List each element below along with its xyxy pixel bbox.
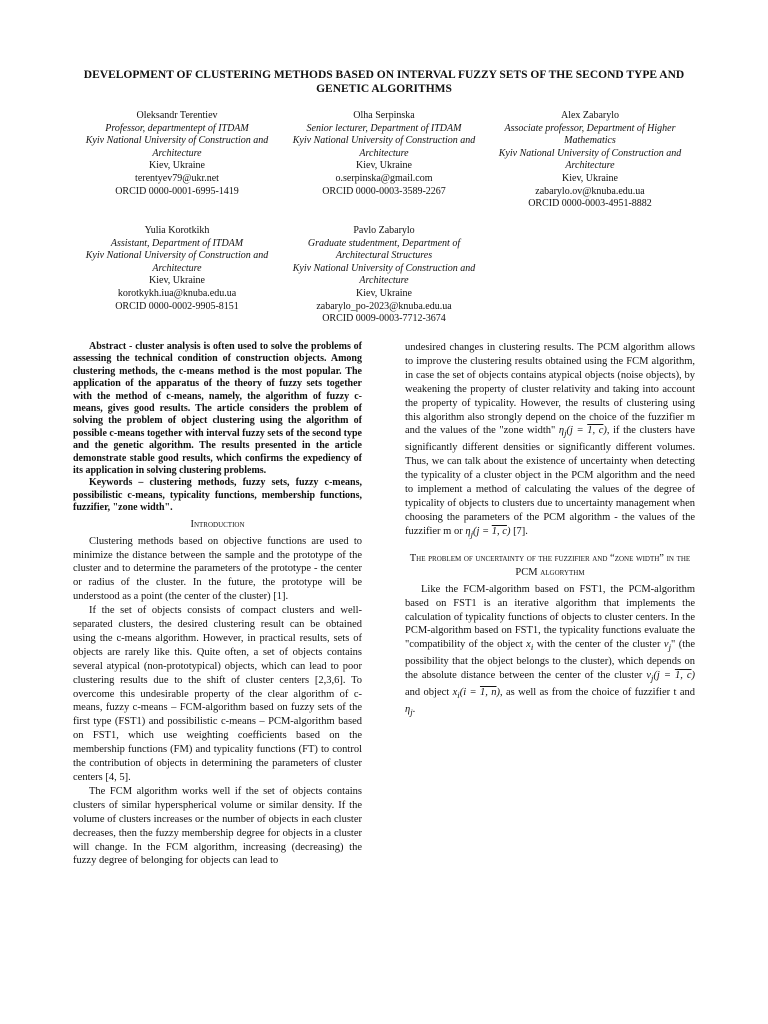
author-block-3: [492, 110, 688, 211]
author-name: Olha Serpinska: [353, 110, 415, 121]
author-org: Kyiv National University of Construction and Architecture: [292, 135, 476, 159]
author-role: Graduate studentment, Department of Architectural Structures: [307, 237, 461, 262]
text-span: [7].: [510, 525, 528, 537]
author-org: Kyiv National University of Construction and Architecture: [85, 250, 269, 274]
author-orcid: ORCID 0009-0003-7712-3674: [322, 313, 446, 325]
author-orcid: ORCID 0000-0001-6995-1419: [115, 185, 239, 197]
author-block-1: [80, 110, 274, 198]
author-city: Kiev, Ukraine: [149, 275, 205, 287]
paragraph-2: If the set of objects consists of compact clusters and well-separated clusters, the desired clustering result can be obtained using the c-means algorithm. However, in practical results, sets of objects are rarely like this. Quite often, a set of objects contains several atypical (non-prototypical) objects, which can lead to poor clustering results due to the shift of cluster centers [2,3,6]. To overcome this undesirable property of the clear algorithm of c-means, fuzzy c-means – FCM-algorithm based on fuzzy sets of the first type (FST1) and possibilistic c-means – PCM-algorithm based on FST1, which use weighting coefficients based on the membership functions (FM) and typicality functions (FT) to control the contribution of objects in determining the parameters of cluster centers [4, 5].: [73, 605, 362, 783]
author-name: Alex Zabarylo: [560, 110, 620, 121]
text-span: , as well as from the choice of fuzzifier t and: [499, 687, 696, 699]
author-name: Oleksandr Terentiev: [136, 110, 218, 121]
author-role: Assistant, Department of ITDAM: [110, 237, 244, 249]
section-heading-uncertainty: The problem of uncertainty of the fuzzifier and “zone width” in the PCM algorythm: [409, 552, 691, 578]
author-name: Yulia Korotkikh: [144, 225, 210, 236]
math-v-j-range: $v_j(j = 1$, c): [646, 670, 695, 684]
author-email[interactable]: zabarylo_po-2023@knuba.edu.ua: [316, 300, 452, 312]
paragraph-1: Clustering methods based on objective functions are used to minimize the distance between the sample and the prototype of the cluster and to determine the parameters of the prototype - the center or radius of the cluster. In the future, the prototype will be understood as a point (the center of the cluster) [1].: [73, 535, 362, 603]
author-org: Kyiv National University of Construction and Architecture: [498, 147, 682, 172]
author-role: Associate professor, Department of Higher Mathematics: [504, 122, 676, 147]
paragraph-5: [405, 583, 695, 721]
author-city: Kiev, Ukraine: [149, 160, 205, 172]
author-block-2: [287, 110, 481, 198]
author-orcid: ORCID 0000-0002-9905-8151: [115, 300, 239, 312]
author-city: Kiev, Ukraine: [356, 287, 412, 299]
section-heading-introduction: Introduction: [190, 518, 245, 530]
paragraph-3: The FCM algorithm works well if the set of objects contains clusters of similar hyperspherical volume or similar density. If the volume of clusters increases or the number of objects in each cluster decreases, then the fuzzy membership degree for objects in a cluster will change. In the FCM algorithm, increasing (decreasing) the fuzzy degree of belonging for objects can lead to: [73, 785, 362, 867]
author-block-4: [80, 225, 274, 313]
author-email[interactable]: korotkykh.iua@knuba.edu.ua: [117, 287, 237, 299]
math-x-i: $x_i$: [526, 639, 534, 653]
paragraph-4: [405, 341, 695, 542]
author-email[interactable]: zabarylo.ov@knuba.edu.ua: [535, 185, 645, 197]
author-email[interactable]: o.serpinska@gmail.com: [335, 172, 433, 184]
math-x-i-range: $x_i(i = 1$, n): [452, 687, 500, 701]
author-block-5: [285, 225, 483, 326]
math-v-j: $v_j$: [663, 639, 671, 653]
author-org: Kyiv National University of Construction and Architecture: [292, 262, 476, 287]
keywords: Keywords – clustering methods, fuzzy sets, fuzzy c-means, possibilistic c-means, typicality functions, membership functions, fuzzifier, "zone width".: [73, 477, 362, 514]
text-span: undesired changes in clustering results. The PCM algorithm allows to improve the clustering results obtained using the FCM algorithm, in case the set of objects contains atypical objects (noise objects), by weakening the property of cluster relativity and taking into account the property of typicality. However, the results of clustering using this algorithm also strongly depend on the choice of the fuzzifier m and the values of the "zone width": [405, 342, 695, 437]
author-role: Professor, departmentept of ITDAM: [105, 122, 249, 134]
math-eta-j: $\eta_j(j = 1$, c): [465, 525, 511, 539]
author-role: Senior lecturer, Department of ITDAM: [306, 122, 462, 134]
math-eta-j: $\eta_j(j = 1$, c): [558, 425, 607, 439]
math-eta-j: $\eta_j$: [405, 704, 413, 718]
abstract: Abstract - cluster analysis is often used to solve the problems of assessing the technical condition of construction objects. Among clustering methods, the c-means method is the most popular. The application of the apparatus of the theory of fuzzy sets together with the method of c-means, namely, the algorithm of fuzzy c-means, gives good results. The article considers the problem of solving the problem of object clustering using the algorithm of possible c-means together with interval fuzzy sets of the second type and the genetic algorithm. The results presented in the article demonstrate stable good results, which confirms the expediency of its application in solving clustering problems.: [73, 341, 362, 477]
text-span: with the center of the cluster: [536, 639, 661, 651]
author-orcid: ORCID 0000-0003-4951-8882: [528, 198, 652, 210]
text-span: and object: [405, 687, 450, 699]
author-email[interactable]: terentyev79@ukr.net: [135, 172, 219, 184]
paper-title: DEVELOPMENT OF CLUSTERING METHODS BASED ON INTERVAL FUZZY SETS OF THE SECOND TYPE AND GENETIC ALGORITHMS: [83, 69, 685, 95]
author-city: Kiev, Ukraine: [356, 160, 412, 172]
author-name: Pavlo Zabarylo: [353, 225, 415, 236]
author-org: Kyiv National University of Construction and Architecture: [85, 135, 269, 159]
text-span: " (the possibility that the object belongs to the cluster), which depends on the absolute distance between the center of the cluster: [405, 639, 696, 682]
text-span: .: [412, 704, 416, 716]
text-span: , if the clusters have significantly different densities or significantly different volumes. Thus, we can talk about the existence of uncertainty when detecting the typicality of a cluster object in the PCM algorithm and the need to implement a method of calculating the values of the degree of typicality of objects to clusters due to uncertainty management when choosing the parameters of the PCM algorithm - the values of the fuzzifier m or: [405, 425, 696, 537]
text-span: Like the FCM-algorithm based on FST1, the PCM-algorithm based on FST1 is an iterative algorithm that implements the calculation of typicality functions of objects to cluster centers. In the PCM-algorithm based on FST1, the typicality functions evaluate the "compatibility of the object: [405, 583, 695, 651]
author-city: Kiev, Ukraine: [562, 172, 618, 184]
right-column: [405, 341, 695, 720]
author-orcid: ORCID 0000-0003-3589-2267: [322, 185, 446, 197]
left-column: [73, 341, 362, 868]
